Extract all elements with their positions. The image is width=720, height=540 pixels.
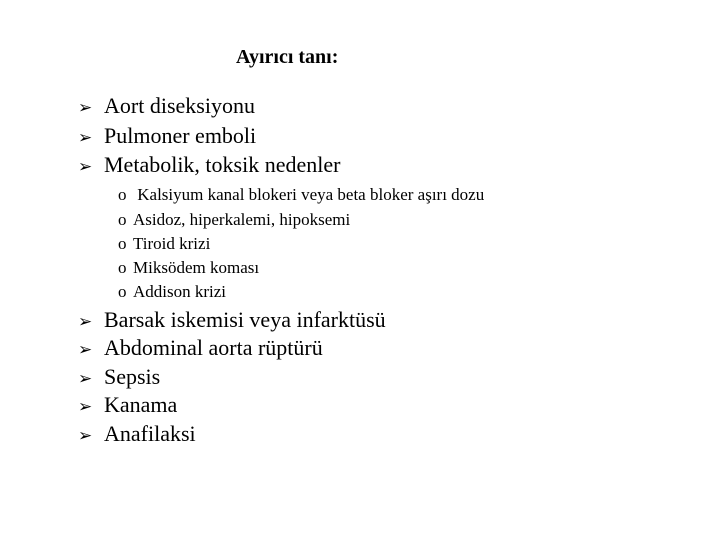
sub-list-item <box>118 233 210 255</box>
circle-bullet-icon: o <box>118 210 127 229</box>
sub-list-item <box>118 209 350 231</box>
sub-list-item <box>118 281 226 303</box>
arrow-bullet-icon: ➢ <box>78 157 93 176</box>
arrow-bullet-icon: ➢ <box>78 340 93 359</box>
list-item <box>78 151 340 181</box>
list-item <box>78 334 323 364</box>
sub-list-item-text: Tiroid krizi <box>133 234 211 253</box>
list-item <box>78 92 255 122</box>
arrow-bullet-icon: ➢ <box>78 98 93 117</box>
arrow-bullet-icon: ➢ <box>78 369 93 388</box>
arrow-bullet-icon: ➢ <box>78 426 93 445</box>
arrow-bullet-icon: ➢ <box>78 128 93 147</box>
circle-bullet-icon: o <box>118 185 127 204</box>
circle-bullet-icon: o <box>118 258 127 277</box>
sub-list-item-text: Addison krizi <box>133 282 227 301</box>
circle-bullet-icon: o <box>118 282 127 301</box>
sub-list-item-text: Kalsiyum kanal blokeri veya beta bloker aşırı dozu <box>137 185 485 204</box>
list-item-text: Kanama <box>104 392 178 417</box>
list-item-text: Abdominal aorta rüptürü <box>104 335 323 360</box>
sub-list-item <box>118 257 259 279</box>
list-item-text: Metabolik, toksik nedenler <box>104 152 341 177</box>
sub-list-item-text: Miksödem koması <box>133 258 260 277</box>
list-item-text: Aort diseksiyonu <box>104 93 255 118</box>
list-item <box>78 306 386 336</box>
list-item-text: Sepsis <box>104 364 161 389</box>
list-item-text: Barsak iskemisi veya infarktüsü <box>104 307 386 332</box>
sub-list-item <box>118 184 484 206</box>
list-item <box>78 391 177 421</box>
list-item <box>78 363 160 393</box>
arrow-bullet-icon: ➢ <box>78 397 93 416</box>
slide-title: Ayırıcı tanı: <box>236 46 339 68</box>
circle-bullet-icon: o <box>118 234 127 253</box>
list-item <box>78 420 196 450</box>
list-item <box>78 122 256 152</box>
arrow-bullet-icon: ➢ <box>78 312 93 331</box>
list-item-text: Pulmoner emboli <box>104 123 257 148</box>
sub-list-item-text: Asidoz, hiperkalemi, hipoksemi <box>133 210 351 229</box>
list-item-text: Anafilaksi <box>104 421 196 446</box>
